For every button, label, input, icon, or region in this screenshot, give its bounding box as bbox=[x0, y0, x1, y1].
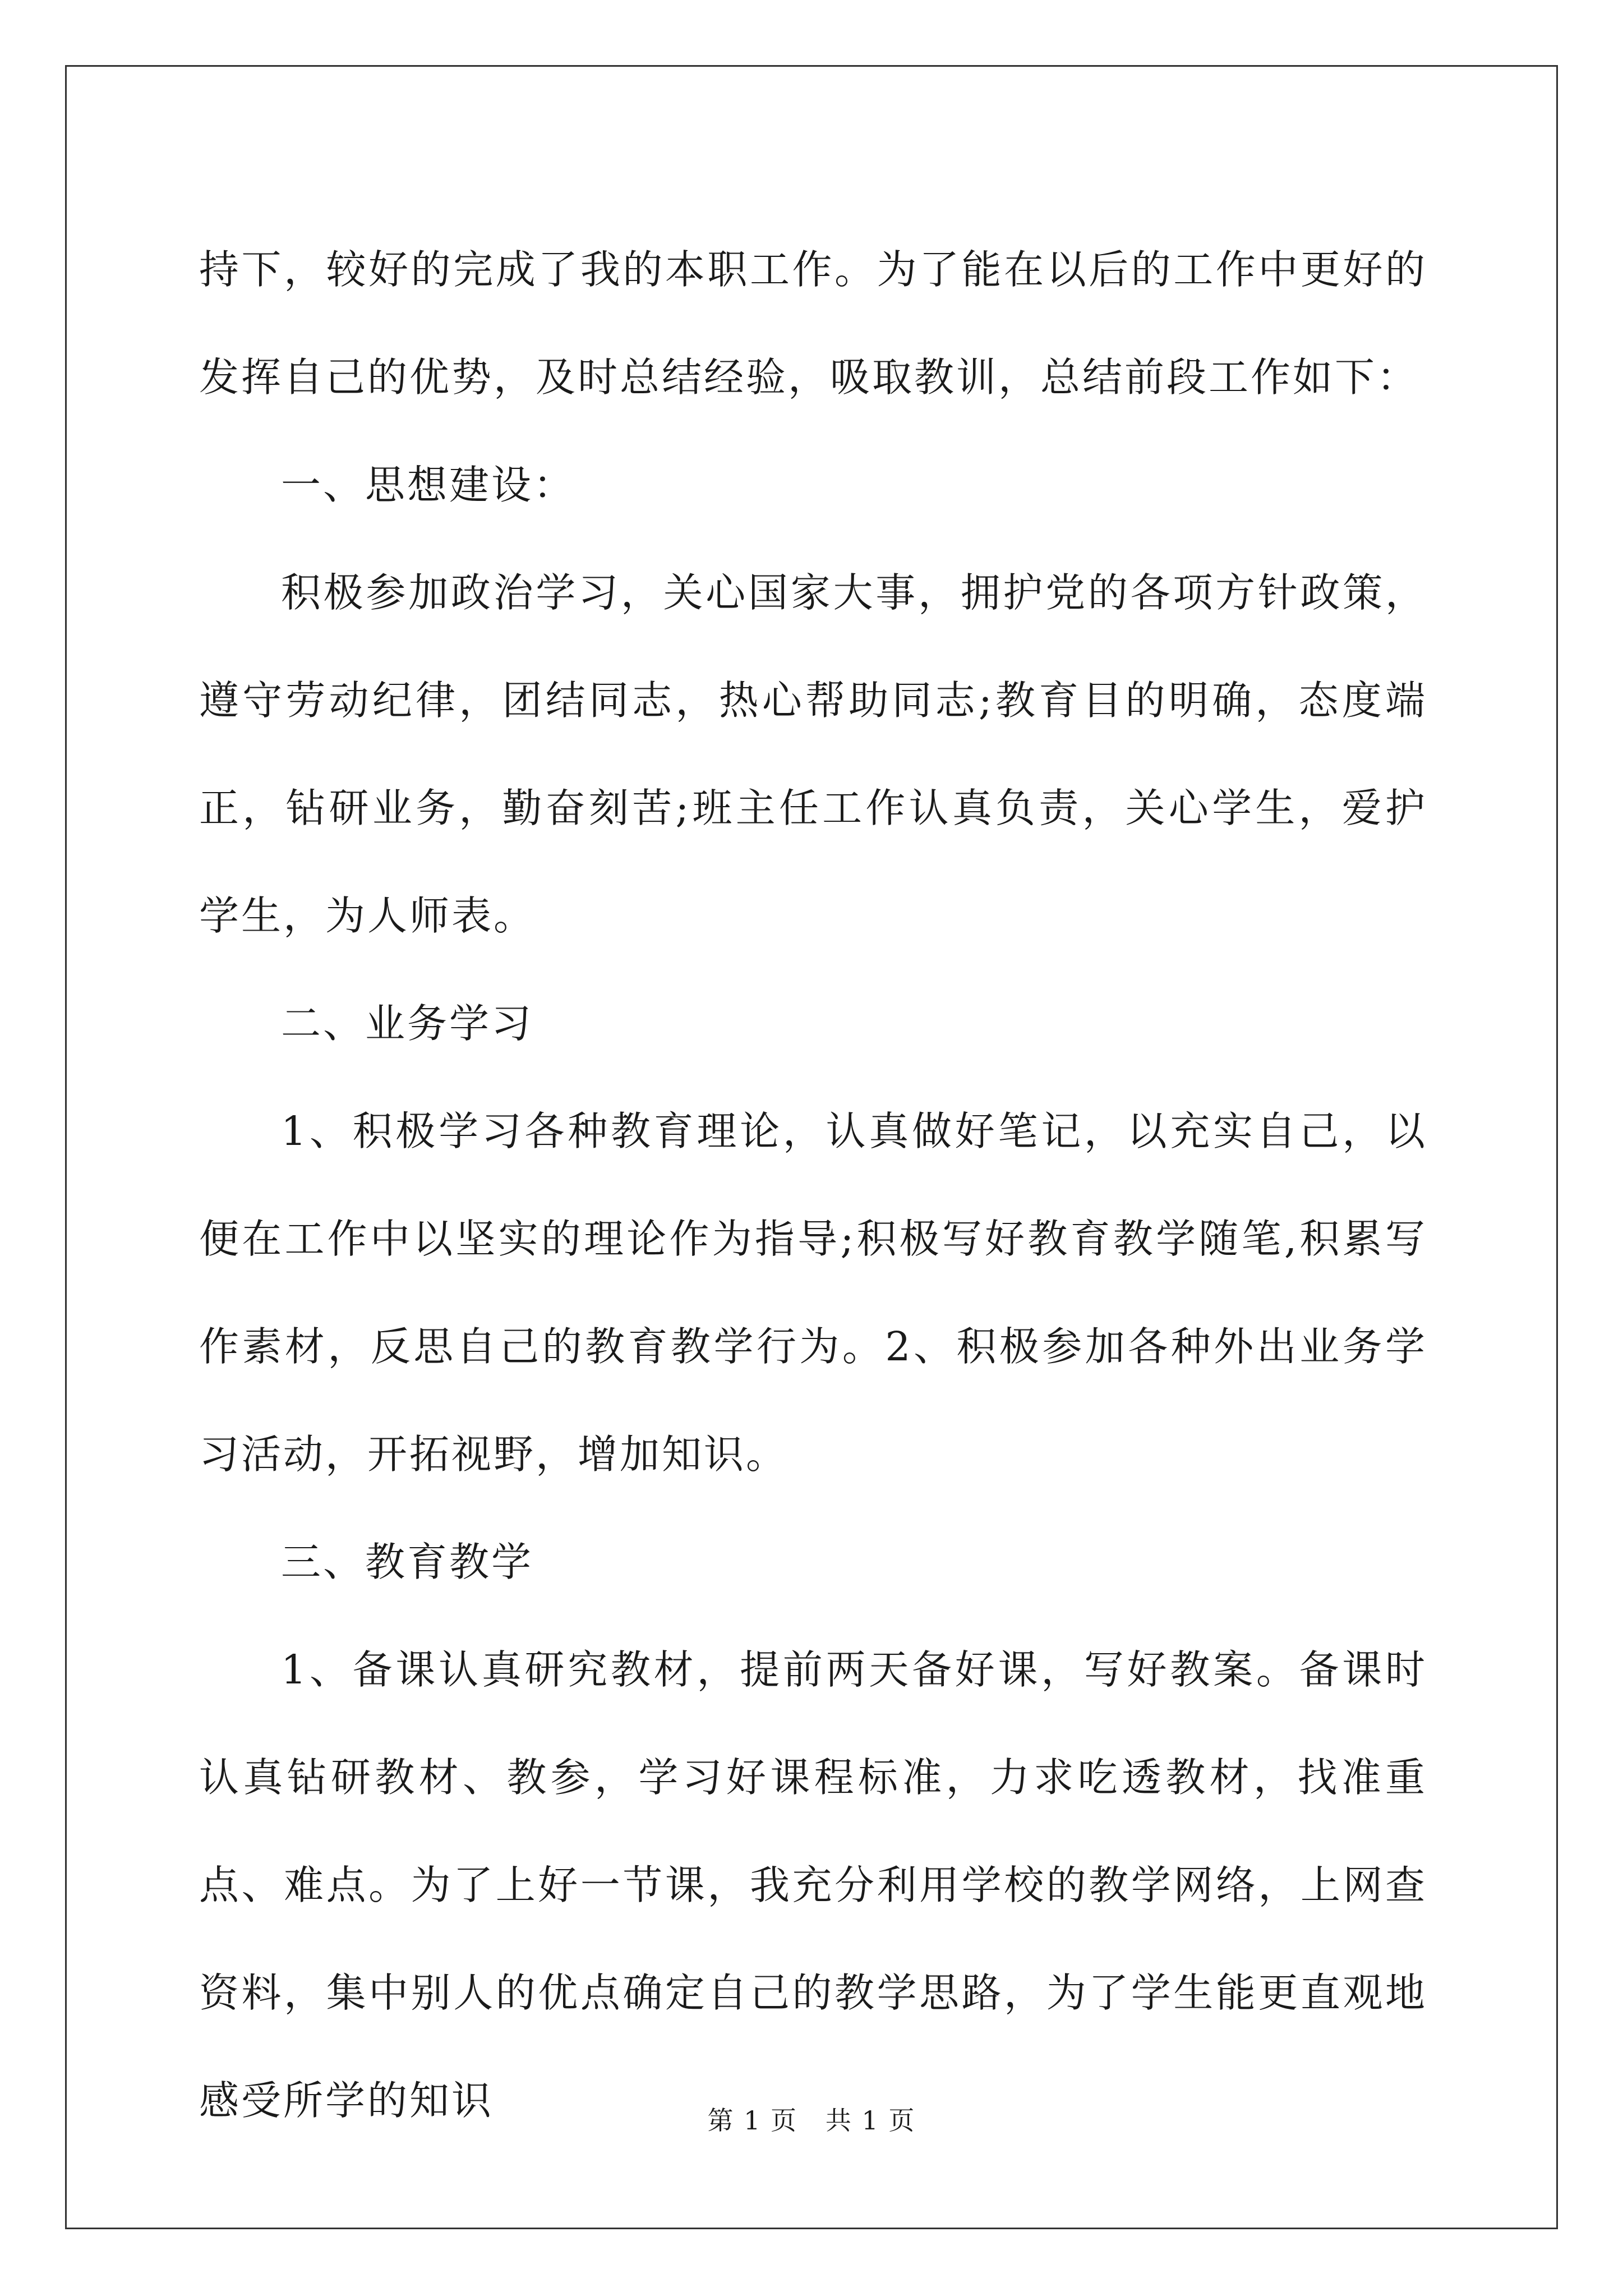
document-body bbox=[199, 216, 1427, 2155]
paragraph-1: 持下，较好的完成了我的本职工作。为了能在以后的工作中更好的发挥自己的优势，及时总结经验，吸取教训，总结前段工作如下： bbox=[199, 246, 1427, 401]
heading-teaching: 三、教育教学 bbox=[281, 1539, 534, 1585]
paragraph-teaching: 1、备课认真研究教材，提前两天备好课，写好教案。备课时认真钻研教材、教参，学习好课程标准，力求吃透教材，找准重点、难点。为了上好一节课，我充分利用学校的教学网络，上网查资料，集中别人的优点确定自己的教学思路，为了学生能更直观地感受所学的知识 bbox=[199, 1646, 1427, 2124]
paragraph-business-study: 1、积极学习各种教育理论，认真做好笔记，以充实自己，以便在工作中以坚实的理论作为指导;积极写好教育教学随笔,积累写作素材，反思自己的教育教学行为。2、积极参加各种外出业务学习活动，开拓视野，增加知识。 bbox=[199, 1108, 1427, 1478]
page-number-footer: 第 1 页 共 1 页 bbox=[707, 2105, 916, 2136]
paragraph-ideology: 积极参加政治学习，关心国家大事，拥护党的各项方针政策，遵守劳动纪律，团结同志，热心帮助同志;教育目的明确，态度端正，钻研业务，勤奋刻苦;班主任工作认真负责，关心学生，爱护学生，为人师表。 bbox=[199, 569, 1427, 939]
heading-business-study: 二、业务学习 bbox=[281, 1000, 534, 1047]
heading-ideology: 一、思想建设： bbox=[281, 462, 576, 508]
